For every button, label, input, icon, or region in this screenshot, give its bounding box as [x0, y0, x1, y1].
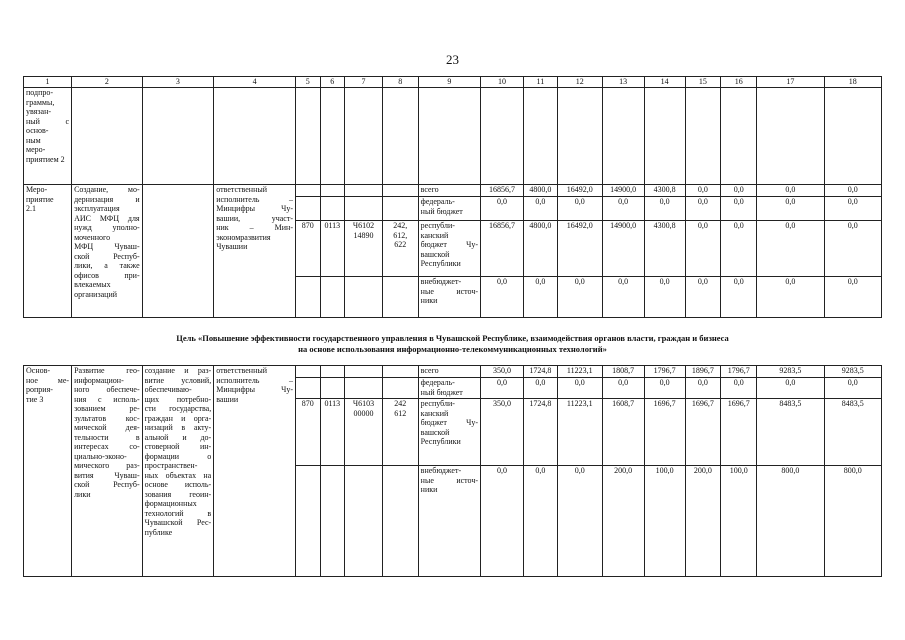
event-name: [72, 185, 143, 318]
text-line: ные источ-: [420, 286, 479, 296]
column-number: 1: [24, 77, 72, 88]
funding-value: 0,0: [557, 378, 602, 399]
csr-code: [345, 466, 383, 577]
text-line: бюджет Чу-: [420, 240, 479, 249]
text-line: обеспечиваю-: [144, 385, 192, 394]
csr-code: [345, 197, 383, 221]
grbs-code: 870: [296, 399, 321, 466]
funding-value: 0,0: [481, 466, 524, 577]
funding-source: [418, 378, 480, 399]
text-line: сти государства,: [144, 404, 212, 413]
vr-code: [382, 197, 418, 221]
prev-event-continuation: [24, 88, 72, 185]
funding-value: 0,0: [757, 277, 824, 318]
text-line: пространствен-: [144, 461, 198, 470]
grbs-code: [296, 197, 321, 221]
text-line: нужд уполно-: [74, 223, 140, 232]
text-line: офисов при-: [74, 270, 140, 280]
funding-value: 14900,0: [602, 185, 644, 197]
text-line: ответственный: [216, 366, 268, 375]
funding-value: 1808,7: [602, 366, 644, 378]
funding-source: [418, 277, 480, 318]
text-line: зования геоин-: [144, 489, 212, 499]
text-line: зультатов кос-: [74, 413, 140, 423]
column-number: 11: [523, 77, 557, 88]
funding-value: 0,0: [721, 378, 757, 399]
text-line: интересах со-: [74, 442, 140, 451]
text-line: бюджет Чу-: [420, 418, 479, 427]
funding-value: 0,0: [602, 378, 644, 399]
text-line: витие условий,: [144, 375, 212, 385]
text-line: вашской: [420, 427, 450, 437]
goal-line-2: на основе использования информационно-телекоммуникационных технологий»: [298, 344, 607, 354]
text-line: ного обеспече-: [74, 385, 140, 394]
text-line: ники: [420, 296, 438, 305]
funding-value: 0,0: [824, 221, 881, 277]
funding-value: 0,0: [685, 378, 721, 399]
funding-value: 8483,5: [824, 399, 881, 466]
funding-source: [418, 221, 480, 277]
text-line: роприя-: [26, 385, 53, 394]
text-line: эксплуатация: [74, 204, 120, 213]
funding-value: 0,0: [757, 378, 824, 399]
text-line: 2.1: [26, 204, 36, 213]
text-line: Минцифры Чу-: [216, 204, 293, 213]
funding-value: 0,0: [685, 197, 721, 221]
funding-value: 1696,7: [721, 399, 757, 466]
column-number: 16: [721, 77, 757, 88]
text-line: ный бюджет: [420, 206, 463, 216]
funding-value: 0,0: [685, 277, 721, 318]
funding-source: [418, 197, 480, 221]
text-line: циально-эконо-: [74, 451, 127, 461]
text-line: исполнитель –: [216, 194, 293, 204]
text-line: моченного: [74, 232, 111, 242]
text-line: канский: [420, 230, 449, 240]
rzpr-code: [320, 466, 345, 577]
funding-value: 0,0: [557, 197, 602, 221]
funding-value: 0,0: [481, 197, 524, 221]
funding-value: 0,0: [824, 185, 881, 197]
rzpr-code: 0113: [320, 399, 345, 466]
program-table-part-1: [23, 76, 882, 318]
text-line: 242: [394, 399, 407, 408]
csr-code: [345, 366, 383, 378]
text-line: ской Респуб-: [74, 251, 140, 261]
funding-row: [24, 366, 882, 378]
funding-value: 4800,0: [523, 185, 557, 197]
funding-value: 0,0: [481, 378, 524, 399]
text-line: 242,: [393, 221, 408, 230]
grbs-code: [296, 277, 321, 318]
text-line: приятие: [26, 194, 54, 204]
text-line: основ-: [26, 126, 49, 135]
grbs-code: 870: [296, 221, 321, 277]
funding-value: 800,0: [757, 466, 824, 577]
text-line: формационных: [144, 499, 197, 508]
csr-code: [345, 378, 383, 399]
text-line: лики, а также: [74, 261, 140, 270]
vr-code: [382, 466, 418, 577]
text-line: Ч6103: [352, 399, 375, 408]
text-line: подпро-: [26, 88, 54, 97]
funding-value: 0,0: [523, 378, 557, 399]
text-line: формации о: [144, 451, 212, 461]
column-number: 7: [345, 77, 383, 88]
funding-value: 0,0: [644, 277, 685, 318]
event-purpose: [142, 366, 214, 577]
grbs-code: [296, 466, 321, 577]
event-name: [72, 366, 143, 577]
funding-value: 0,0: [481, 277, 524, 318]
text-line: технологий в: [144, 508, 212, 518]
funding-value: 16856,7: [481, 185, 524, 197]
text-line: мической дея-: [74, 423, 140, 432]
funding-value: 0,0: [757, 221, 824, 277]
text-line: внебюджет-: [420, 277, 462, 286]
funding-value: 0,0: [557, 277, 602, 318]
funding-value: 0,0: [721, 197, 757, 221]
text-line: канский: [420, 408, 449, 418]
text-line: зованием ре-: [74, 404, 140, 413]
text-line: Минцифры Чу-: [216, 385, 293, 394]
text-line: 612,: [393, 230, 408, 240]
funding-value: 16492,0: [557, 221, 602, 277]
grbs-code: [296, 185, 321, 197]
funding-source: [418, 399, 480, 466]
text-line: Чувашской Рес-: [144, 518, 212, 527]
rzpr-code: [320, 185, 345, 197]
text-line: меро-: [26, 145, 46, 154]
text-line: организаций: [74, 289, 118, 299]
csr-code: [345, 277, 383, 318]
column-number: 14: [644, 77, 685, 88]
funding-row: [24, 185, 882, 197]
text-line: Создание, мо-: [74, 185, 140, 194]
text-line: Чувашии: [216, 242, 248, 251]
text-line: всего: [420, 185, 439, 194]
column-number: 4: [214, 77, 296, 88]
text-line: вашии, участ-: [216, 213, 293, 223]
funding-value: 0,0: [557, 466, 602, 577]
text-line: ные источ-: [420, 475, 479, 485]
text-line: ник – Мин-: [216, 223, 293, 232]
funding-value: 9283,5: [757, 366, 824, 378]
text-line: ный с: [26, 116, 70, 126]
vr-code: [382, 366, 418, 378]
text-line: создание и раз-: [144, 366, 212, 375]
funding-value: 16856,7: [481, 221, 524, 277]
column-number: 12: [557, 77, 602, 88]
text-line: основе исполь-: [144, 480, 212, 489]
text-line: ответственный: [216, 185, 268, 194]
funding-value: 1796,7: [721, 366, 757, 378]
vr-code: [382, 185, 418, 197]
text-line: АИС МФЦ для: [74, 213, 140, 223]
text-line: приятием 2: [26, 154, 65, 164]
event-title: [24, 366, 72, 577]
rzpr-code: [320, 197, 345, 221]
text-line: ным: [26, 135, 41, 145]
event-purpose: [142, 185, 214, 318]
funding-value: 0,0: [602, 197, 644, 221]
funding-value: 0,0: [602, 277, 644, 318]
text-line: лики: [74, 489, 91, 499]
funding-value: 0,0: [721, 277, 757, 318]
text-line: республи-: [420, 399, 455, 408]
text-line: ской Респуб-: [74, 480, 140, 489]
text-line: граммы,: [26, 97, 55, 107]
text-line: ное ме-: [26, 375, 70, 385]
text-line: вития Чуваш-: [74, 470, 140, 480]
text-line: исполнитель –: [216, 375, 293, 385]
funding-value: 0,0: [824, 197, 881, 221]
page-number: 23: [446, 52, 459, 67]
csr-code: [345, 399, 383, 466]
funding-value: 1724,8: [523, 399, 557, 466]
column-number: 10: [481, 77, 524, 88]
funding-value: 100,0: [644, 466, 685, 577]
funding-value: 4300,8: [644, 185, 685, 197]
column-number: 17: [757, 77, 824, 88]
rzpr-code: [320, 366, 345, 378]
text-line: всего: [420, 366, 439, 375]
rzpr-code: [320, 277, 345, 318]
funding-value: 8483,5: [757, 399, 824, 466]
vr-code: [382, 221, 418, 277]
funding-value: 350,0: [481, 399, 524, 466]
funding-value: 1696,7: [644, 399, 685, 466]
text-line: стоверной ин-: [144, 442, 212, 451]
text-line: ных объектах на: [144, 470, 212, 480]
funding-value: 0,0: [523, 277, 557, 318]
grbs-code: [296, 366, 321, 378]
text-line: Республики: [420, 437, 461, 446]
funding-value: 350,0: [481, 366, 524, 378]
text-line: 612: [394, 408, 407, 418]
funding-source: [418, 366, 480, 378]
column-number: 6: [320, 77, 345, 88]
text-line: альной и до-: [144, 432, 212, 442]
rzpr-code: 0113: [320, 221, 345, 277]
text-line: ники: [420, 485, 438, 494]
funding-value: 0,0: [824, 277, 881, 318]
text-line: федераль-: [420, 197, 455, 206]
funding-value: 4300,8: [644, 221, 685, 277]
funding-value: 14900,0: [602, 221, 644, 277]
funding-value: 0,0: [824, 378, 881, 399]
text-line: дернизация и: [74, 194, 140, 204]
text-line: увязан-: [26, 107, 52, 116]
text-line: ния с исполь-: [74, 394, 140, 404]
funding-value: 0,0: [685, 185, 721, 197]
column-number: 3: [142, 77, 214, 88]
funding-value: 1896,7: [685, 366, 721, 378]
text-line: публике: [144, 527, 173, 537]
text-line: Меро-: [26, 185, 48, 194]
column-number: 2: [72, 77, 143, 88]
text-line: информацион-: [74, 375, 124, 385]
column-number: 8: [382, 77, 418, 88]
text-line: тельности в: [74, 432, 140, 442]
column-number: 18: [824, 77, 881, 88]
funding-value: 11223,1: [557, 366, 602, 378]
text-line: щих потребно-: [144, 394, 212, 404]
column-number-row: [24, 77, 882, 88]
text-line: вашской: [420, 249, 450, 259]
funding-source: [418, 466, 480, 577]
funding-value: 0,0: [721, 221, 757, 277]
text-line: МФЦ Чуваш-: [74, 242, 140, 251]
column-number: 13: [602, 77, 644, 88]
text-line: федераль-: [420, 378, 455, 387]
grbs-code: [296, 378, 321, 399]
funding-value: 0,0: [757, 185, 824, 197]
funding-value: 0,0: [721, 185, 757, 197]
text-line: вашии: [216, 394, 239, 404]
csr-code: [345, 221, 383, 277]
text-line: внебюджет-: [420, 466, 462, 475]
funding-value: 200,0: [602, 466, 644, 577]
vr-code: [382, 378, 418, 399]
responsible-executor: [214, 366, 296, 577]
text-line: Основ-: [26, 366, 51, 375]
funding-value: 800,0: [824, 466, 881, 577]
text-line: тие 3: [26, 394, 44, 404]
prev-row: [24, 88, 882, 185]
funding-value: 1796,7: [644, 366, 685, 378]
funding-value: 0,0: [757, 197, 824, 221]
funding-value: 0,0: [523, 466, 557, 577]
funding-value: 1608,7: [602, 399, 644, 466]
goal-line-1: Цель «Повышение эффективности государственного управления в Чувашской Республике, взаимодействия органов власти, граждан и бизнеса: [176, 333, 729, 343]
funding-value: 0,0: [644, 197, 685, 221]
funding-value: 0,0: [644, 378, 685, 399]
text-line: низаций в акту-: [144, 423, 212, 432]
text-line: мического раз-: [74, 461, 140, 470]
text-line: влекаемых: [74, 280, 111, 289]
column-number: 9: [418, 77, 480, 88]
funding-value: 1724,8: [523, 366, 557, 378]
vr-code: [382, 399, 418, 466]
column-number: 5: [296, 77, 321, 88]
text-line: ный бюджет: [420, 387, 463, 397]
funding-value: 4800,0: [523, 221, 557, 277]
funding-value: 16492,0: [557, 185, 602, 197]
text-line: Ч6102: [352, 221, 375, 230]
text-line: 14890: [353, 230, 374, 240]
text-line: 00000: [353, 408, 374, 418]
funding-source: [418, 185, 480, 197]
responsible-executor: [214, 185, 296, 318]
column-number: 15: [685, 77, 721, 88]
funding-value: 9283,5: [824, 366, 881, 378]
funding-value: 1696,7: [685, 399, 721, 466]
funding-value: 0,0: [685, 221, 721, 277]
rzpr-code: [320, 378, 345, 399]
text-line: граждан и орга-: [144, 413, 212, 423]
funding-value: 200,0: [685, 466, 721, 577]
text-line: Республики: [420, 259, 461, 268]
vr-code: [382, 277, 418, 318]
text-line: экономразвития: [216, 232, 271, 242]
text-line: 622: [394, 240, 407, 249]
program-table-part-2: [23, 365, 882, 577]
event-title: [24, 185, 72, 318]
csr-code: [345, 185, 383, 197]
funding-value: 100,0: [721, 466, 757, 577]
text-line: Развитие гео-: [74, 366, 140, 375]
funding-value: 0,0: [523, 197, 557, 221]
goal-heading: [60, 333, 845, 355]
text-line: республи-: [420, 221, 455, 230]
funding-value: 11223,1: [557, 399, 602, 466]
